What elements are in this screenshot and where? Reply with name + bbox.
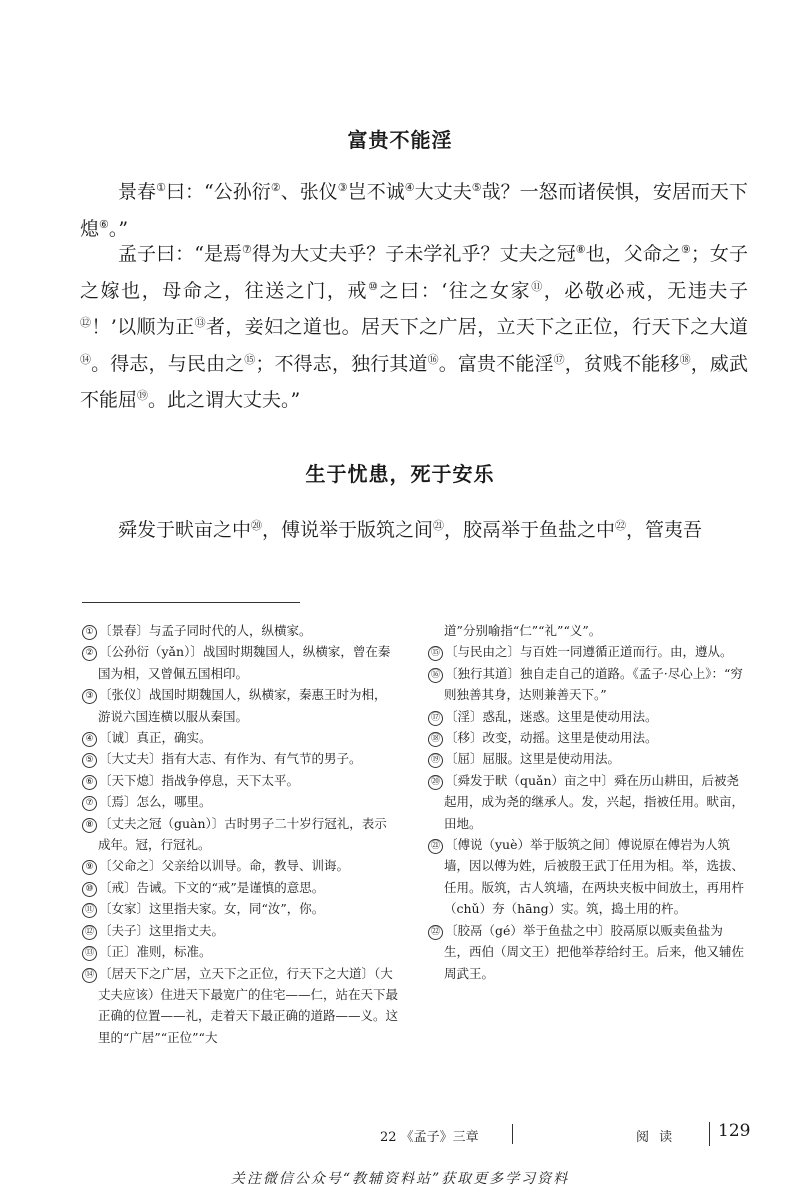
footnote-marker: ⑲ (137, 389, 149, 402)
footnote-marker: ⑨ (680, 243, 691, 256)
footnote-number: ⑫ (82, 925, 97, 940)
text-run: ；女子之嫁也，母命之，往送之门，戒 (80, 243, 748, 302)
footnote-item (82, 898, 398, 919)
footnote-number: ⑯ (428, 668, 443, 683)
text-run: ，威武不能屈 (80, 352, 748, 411)
footnote-item (428, 727, 746, 748)
footnote-text: 〔景春〕与孟子同时代的人，纵横家。 (99, 623, 312, 638)
footnote-marker: ㉒ (615, 519, 627, 532)
text-run: 、张仪 (280, 181, 338, 203)
footnote-item (82, 963, 398, 1049)
footnote-divider (82, 602, 300, 603)
footnote-marker: ② (270, 181, 281, 194)
footnote-marker: ⑫ (80, 316, 92, 329)
footnote-number: ⑩ (82, 882, 97, 897)
footnote-item (428, 748, 746, 769)
section-title-wealth: 富贵不能淫 (347, 128, 453, 152)
footnote-number: ⑥ (82, 775, 97, 790)
text-run: ，管夷吾 (626, 519, 703, 541)
footnote-text: 〔父命之〕父亲给以训导。命，教导、训诲。 (99, 858, 350, 874)
footnote-item (82, 855, 398, 876)
footnote-text: 〔胶鬲（gé）举于鱼盐之中〕胶鬲原以贩卖鱼盐为生，西伯（周文王）把他举荐给纣王。后来，他又辅佐周武王。 (444, 922, 745, 981)
footnote-text: 〔公孙衍（yǎn）〕战国时期魏国人，纵横家，曾在秦国为相，又曾佩五国相印。 (98, 644, 391, 681)
text-run: 景春 (118, 181, 157, 203)
footnote-item (82, 727, 398, 748)
footnote-text: 〔女家〕这里指夫家。女，同“汝”，你。 (99, 901, 325, 917)
text-run: ；不得志，独行其道 (255, 352, 428, 375)
footnote-number: ⑬ (82, 946, 97, 961)
text-run: 也，父命之 (585, 243, 681, 265)
footer-chapter-title: 22 《孟子》三章 (380, 1130, 479, 1145)
footnote-text: 〔焉〕怎么，哪里。 (99, 794, 212, 810)
text-run: 哉？一怒而诸侯惧，安居而天下熄 (80, 181, 748, 240)
footnote-number: ㉑ (428, 839, 443, 854)
footnote-item (428, 706, 746, 727)
footnote-item (82, 920, 398, 941)
footnote-item (428, 641, 746, 662)
text-run: 大丈夫 (414, 181, 472, 203)
footnote-number: ④ (82, 732, 97, 747)
footnote-text: 〔戒〕告诫。下文的“戒”是谨慎的意思。 (99, 879, 325, 895)
footnote-text: 〔与民由之〕与百姓一同遵循正道而行。由，遵从。 (445, 644, 733, 660)
text-run: 孟子曰：“是焉 (118, 243, 243, 265)
footnote-text: 〔屈〕屈服。这里是使动用法。 (445, 751, 621, 767)
page-number: 129 (718, 1121, 751, 1141)
footnote-number: ⑲ (428, 753, 443, 768)
footnote-text: 〔舜发于畎（quǎn）亩之中〕舜在历山耕田，后被尧起用，成为尧的继承人。发，兴起，指被任用。畎亩，田地。 (444, 772, 745, 831)
footnote-item (82, 941, 398, 962)
footnote-number: ⑰ (428, 711, 443, 726)
footnote-marker: ③ (337, 181, 348, 194)
footnote-marker: ⑧ (575, 243, 586, 256)
footnote-text: 〔移〕改变，动摇。这里是使动用法。 (445, 730, 658, 746)
footnote-text: 道”分别喻指“仁”“礼”“义”。 (444, 623, 602, 638)
footnote-text: 〔独行其道〕独自走自己的道路。《孟子·尽心上》：“穷则独善其身，达则兼善天下。” (444, 665, 743, 703)
footnote-number: ⑳ (428, 775, 443, 790)
footnote-item (82, 684, 398, 727)
text-run: 者，妾妇之道也。居天下之广居，立天下之正位，行天下之大道 (206, 316, 748, 338)
footnote-number: ② (82, 646, 97, 661)
footnote-marker: ⑮ (244, 352, 256, 366)
footnote-marker: ⑳ (251, 519, 263, 532)
footnote-marker: ⑬ (194, 316, 207, 329)
section-title-adversity: 生于忧患，死于安乐 (305, 462, 495, 486)
text-run: ，必敬必戒，无违夫子 (543, 279, 748, 302)
paragraph-shun (80, 512, 748, 549)
footnote-text: 〔天下熄〕指战争停息，天下太平。 (99, 772, 300, 788)
footnote-number: ⑧ (82, 818, 97, 833)
footnote-item (428, 920, 746, 984)
text-run: 舜发于畎亩之中 (118, 519, 252, 541)
footnote-number: ⑭ (82, 968, 97, 983)
footnote-marker: ⑭ (80, 352, 92, 366)
footnote-number: ⑮ (428, 646, 443, 661)
text-run: 之曰：‘往之女家 (379, 279, 532, 302)
footnotes-right-column (428, 620, 746, 984)
text-run: ，胶鬲举于鱼盐之中 (444, 519, 616, 541)
footnote-marker: ㉑ (433, 519, 445, 532)
footer-divider (512, 1124, 513, 1144)
footnote-marker: ⑯ (427, 352, 439, 366)
footnote-marker: ④ (404, 181, 415, 194)
footnote-marker: ⑪ (531, 279, 544, 293)
footnote-item (82, 813, 398, 856)
footnote-item (428, 663, 746, 706)
text-run: 。” (108, 217, 129, 240)
footnote-item (428, 770, 746, 834)
footnote-marker: ⑰ (553, 352, 565, 366)
footnote-item (82, 620, 398, 641)
footnote-text: 〔傅说（yuè）举于版筑之间〕傅说原在傅岩为人筑墙，因以傅为姓，后被殷王武丁任用为相。举，选拔、任用。版筑，古人筑墙，在两块夹板中间放土，再用杵（chǔ）夯（hāng）实。筑，捣土用的杵。 (444, 837, 745, 917)
footnote-number: ① (82, 625, 97, 640)
footnotes-left-column (82, 620, 398, 1048)
footnote-text: 〔居天下之广居，立天下之正位，行天下之大道〕（大丈夫应该）住进天下最宽广的住宅——仁，站在天下最正确的位置——礼，走着天下最正确的道路——义。这里的“广居”“正位”“大 (98, 965, 399, 1045)
footnote-number: ⑤ (82, 753, 97, 768)
footnote-number: ⑦ (82, 796, 97, 811)
paragraph-mencius-reply (80, 236, 748, 419)
footnote-item (428, 834, 746, 920)
footer-section-label: 阅 读 (636, 1130, 676, 1145)
footnote-item (82, 641, 398, 684)
text-run: ，傅说举于版筑之间 (262, 519, 434, 541)
footnote-marker: ① (156, 181, 166, 194)
footnote-item (82, 877, 398, 898)
footnote-text: 〔夫子〕这里指丈夫。 (99, 922, 225, 938)
text-run: ！’以顺为正 (91, 316, 195, 338)
text-run: 岂不诚 (347, 181, 405, 203)
footnote-number: ⑨ (82, 860, 97, 875)
footnote-text: 〔张仪〕战国时期魏国人，纵横家，秦惠王时为相，游说六国连横以服从秦国。 (98, 687, 387, 724)
footnote-marker: ⑥ (99, 217, 109, 231)
footnote-number: ③ (82, 689, 97, 704)
text-run: 得为大丈夫乎？子未学礼乎？丈夫之冠 (251, 243, 576, 265)
footnote-text: 〔淫〕惑乱，迷惑。这里是使动用法。 (445, 708, 658, 724)
footnote-item (82, 770, 398, 791)
footnote-item (82, 748, 398, 769)
footnote-number: ⑪ (82, 903, 97, 918)
text-run: 。得志，与民由之 (91, 352, 245, 375)
footnote-marker: ⑦ (242, 243, 252, 256)
footnote-number: ⑱ (428, 732, 443, 747)
footnote-item (428, 620, 746, 641)
footnote-marker: ⑱ (679, 352, 691, 366)
footnote-marker: ⑩ (368, 279, 380, 293)
footnote-text: 〔大丈夫〕指有大志、有作为、有气节的男子。 (99, 751, 362, 767)
footer-divider (709, 1122, 710, 1146)
text-run: ，贫贱不能移 (564, 352, 680, 375)
text-run: 。富贵不能淫 (438, 352, 554, 375)
footnote-text: 〔正〕准则，标准。 (99, 944, 212, 960)
footnote-marker: ⑤ (471, 181, 482, 194)
text-run: 。此之谓大丈夫。” (148, 389, 301, 411)
footnote-text: 〔诚〕真正，确实。 (99, 730, 212, 746)
footnote-item (82, 791, 398, 812)
footnote-number: ㉒ (428, 925, 443, 940)
text-run: 曰：“公孙衍 (165, 181, 271, 203)
footnote-text: 〔丈夫之冠（guàn）〕古时男子二十岁行冠礼，表示成年。冠，行冠礼。 (98, 815, 387, 853)
watermark-text: 关注微信公众号“教辅资料站”获取更多学习资料 (230, 1171, 570, 1187)
